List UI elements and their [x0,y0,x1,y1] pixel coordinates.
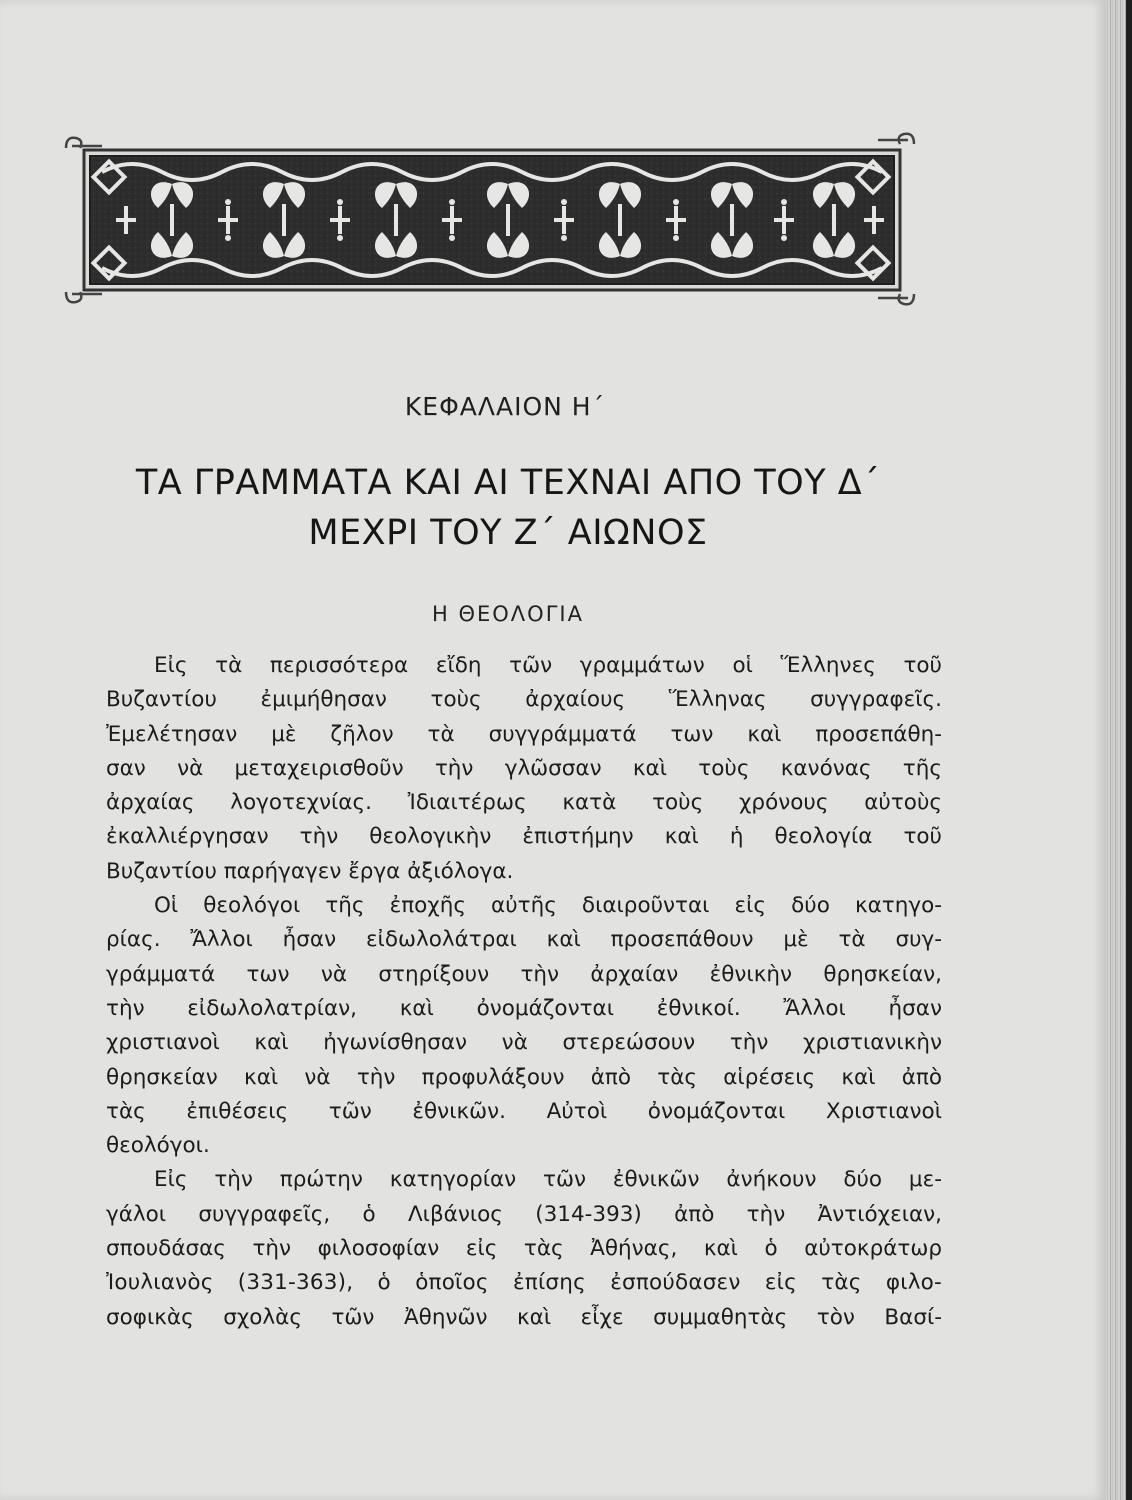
text-line: τὰς ἐπιθέσεις τῶν ἐθνικῶν. Αὐτοὶ ὀνομάζονται Χριστιανοὶ [106,1098,942,1124]
text-line: γάλοι συγγραφεῖς, ὁ Λιβάνιος (314-393) ἀπὸ τὴν Ἀντιόχειαν, [106,1201,942,1227]
text-line: σοφικὰς σχολὰς τῶν Ἀθηνῶν καὶ εἶχε συμμαθητὰς τὸν Βασί- [106,1304,942,1330]
text-line: τὴν εἰδωλολατρίαν, καὶ ὀνομάζονται ἐθνικοί. Ἄλλοι ἦσαν [106,995,942,1021]
text-line: σαν νὰ μεταχειρισθοῦν τὴν γλῶσσαν καὶ τοὺς κανόνας τῆς [106,755,942,781]
chapter-label: ΚΕΦΑΛΑΙΟΝ Η΄ [404,392,606,421]
chapter-title-line: ΤΑ ΓΡΑΜΜΑΤΑ ΚΑΙ ΑΙ ΤΕΧΝΑΙ ΑΠΟ ΤΟΥ Δ΄ [135,463,881,503]
text-line: Βυζαντίου παρήγαγεν ἔργα ἀξιόλογα. [106,858,514,884]
text-line: Ἰουλιανὸς (331-363), ὁ ὁποῖος ἐπίσης ἐσπούδασεν εἰς τὰς φιλο- [106,1270,942,1296]
text-line: θεολόγοι. [106,1133,210,1159]
chapter-title [0,458,1016,558]
text-line: χριστιανοὶ καὶ ἠγωνίσθησαν νὰ στερεώσουν τὴν χριστιανικὴν [106,1030,942,1056]
byzantine-floral-ornament-band [62,126,918,312]
text-line: Εἰς τὴν πρώτην κατηγορίαν τῶν ἐθνικῶν ἀνήκουν δύο με- [154,1167,942,1193]
text-line: σπουδάσας τὴν φιλοσοφίαν εἰς τὰς Ἀθήνας, καὶ ὁ αὐτοκράτωρ [106,1236,942,1262]
text-line: γράμματά των νὰ στηρίξουν τὴν ἀρχαίαν ἐθνικὴν θρησκείαν, [106,961,942,987]
text-line: ἀρχαίας λογοτεχνίας. Ἰδιαιτέρως κατὰ τοὺς χρόνους αὐτοὺς [106,790,942,816]
text-line: Οἱ θεολόγοι τῆς ἐποχῆς αὐτῆς διαιροῦνται εἰς δύο κατηγο- [154,893,942,919]
text-line: ρίας. Ἄλλοι ἦσαν εἰδωλολάτραι καὶ προσεπάθουν μὲ τὰ συγ- [106,927,942,953]
text-line: Βυζαντίου ἐμιμήθησαν τοὺς ἀρχαίους Ἕλληνας συγγραφεῖς. [106,687,942,713]
chapter-title-line: ΜΕΧΡΙ ΤΟΥ Ζ΄ ΑΙΩΝΟΣ [308,513,708,553]
text-line: Ἐμελέτησαν μὲ ζῆλον τὰ συγγράμματά των καὶ προσεπάθη- [106,721,942,747]
body-text [106,649,942,1335]
section-title: Η ΘΕΟΛΟΓΙΑ [432,602,584,626]
book-gutter-shadow [1126,0,1132,1500]
text-line: Εἰς τὰ περισσότερα εἴδη τῶν γραμμάτων οἱ Ἕλληνες τοῦ [154,653,942,678]
text-line: ἐκαλλιέργησαν τὴν θεολογικὴν ἐπιστήμην καὶ ἡ θεολογία τοῦ [106,824,942,850]
text-line: θρησκείαν καὶ νὰ τὴν προφυλάξουν ἀπὸ τὰς αἱρέσεις καὶ ἀπὸ [106,1064,942,1090]
